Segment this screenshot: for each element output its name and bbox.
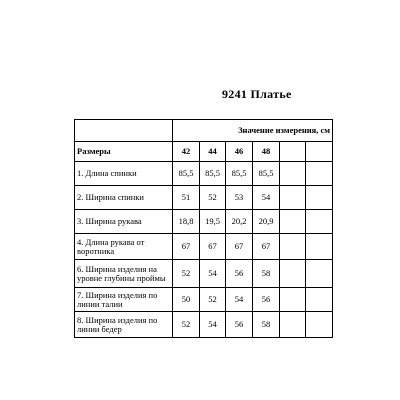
size-header: 44 [200, 142, 226, 162]
cell-value: 51 [173, 186, 200, 210]
row-label: 4. Длина рукава от воротника [75, 234, 173, 260]
cell-value: 52 [200, 288, 226, 312]
cell-value: 52 [173, 260, 200, 288]
table-row [75, 260, 333, 288]
measurement-header: Значение измерения, см [173, 120, 333, 142]
corner-cell [75, 120, 173, 142]
row-label: 7. Ширина изделия по линии талии [75, 288, 173, 312]
cell-value: 54 [226, 288, 253, 312]
empty-cell [306, 234, 333, 260]
empty-cell [280, 162, 306, 186]
cell-value: 67 [226, 234, 253, 260]
empty-cell [306, 186, 333, 210]
cell-value: 85,5 [253, 162, 280, 186]
empty-cell [306, 162, 333, 186]
cell-value: 18,8 [173, 210, 200, 234]
table-row [75, 162, 333, 186]
cell-value: 20,2 [226, 210, 253, 234]
header-row-measurement [75, 120, 333, 142]
cell-value: 67 [173, 234, 200, 260]
empty-cell [306, 210, 333, 234]
table-row [75, 234, 333, 260]
cell-value: 19,5 [200, 210, 226, 234]
cell-value: 54 [200, 260, 226, 288]
empty-cell [280, 260, 306, 288]
cell-value: 85,5 [226, 162, 253, 186]
table-row [75, 210, 333, 234]
size-header: 48 [253, 142, 280, 162]
cell-value: 50 [173, 288, 200, 312]
cell-value: 20,9 [253, 210, 280, 234]
cell-value: 54 [200, 312, 226, 338]
empty-cell [280, 210, 306, 234]
cell-value: 67 [200, 234, 226, 260]
empty-cell [280, 234, 306, 260]
size-header: 46 [226, 142, 253, 162]
empty-cell [306, 260, 333, 288]
size-label: Размеры [75, 142, 173, 162]
cell-value: 56 [226, 260, 253, 288]
empty-cell [306, 288, 333, 312]
empty-cell [306, 312, 333, 338]
row-label: 2. Ширина спинки [75, 186, 173, 210]
cell-value: 52 [200, 186, 226, 210]
cell-value: 54 [253, 186, 280, 210]
cell-value: 58 [253, 312, 280, 338]
empty-cell [280, 142, 306, 162]
cell-value: 58 [253, 260, 280, 288]
header-row-sizes [75, 142, 333, 162]
row-label: 8. Ширина изделия по линии бедер [75, 312, 173, 338]
size-header: 42 [173, 142, 200, 162]
table-row [75, 288, 333, 312]
cell-value: 67 [253, 234, 280, 260]
row-label: 6. Ширина изделия на уровне глубины проймы [75, 260, 173, 288]
row-label: 3. Ширина рукава [75, 210, 173, 234]
empty-cell [280, 312, 306, 338]
empty-cell [280, 186, 306, 210]
cell-value: 52 [173, 312, 200, 338]
row-label: 1. Длина спинки [75, 162, 173, 186]
cell-value: 56 [226, 312, 253, 338]
empty-cell [306, 142, 333, 162]
size-table [74, 119, 333, 338]
cell-value: 56 [253, 288, 280, 312]
cell-value: 85,5 [173, 162, 200, 186]
table-row [75, 186, 333, 210]
cell-value: 85,5 [200, 162, 226, 186]
cell-value: 53 [226, 186, 253, 210]
empty-cell [280, 288, 306, 312]
document-title: 9241 Платье [222, 87, 292, 101]
table-row [75, 312, 333, 338]
